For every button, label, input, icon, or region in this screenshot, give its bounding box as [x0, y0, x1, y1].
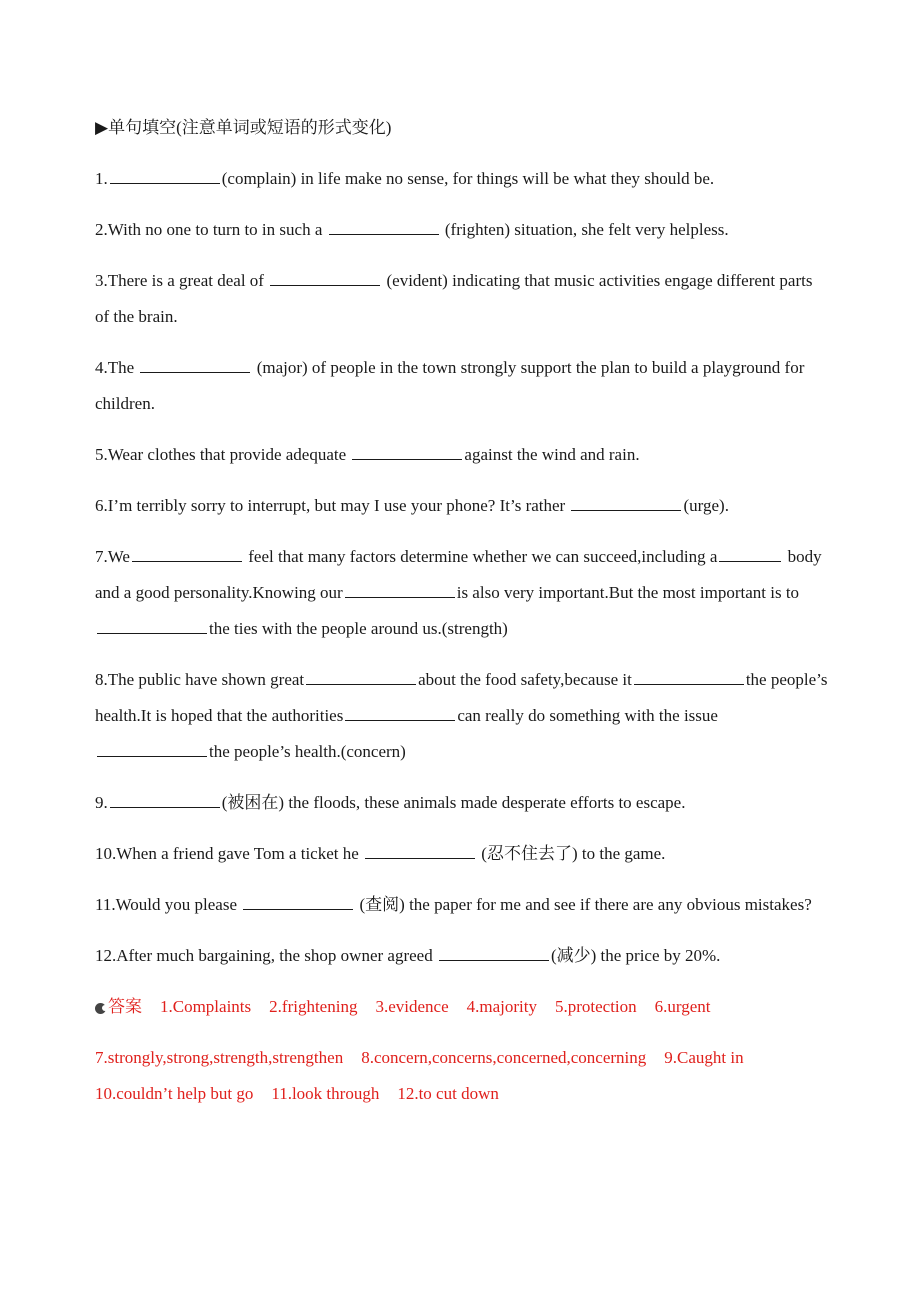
- answer-item: 5.protection: [554, 997, 637, 1016]
- answer-item: 6.urgent: [654, 997, 711, 1016]
- exercise-page: [95, 110, 830, 1112]
- question-5: 5.Wear clothes that provide adequate against the wind and rain.: [95, 445, 640, 464]
- answer-blank[interactable]: [97, 632, 207, 634]
- answer-blank[interactable]: [132, 560, 242, 562]
- question-2: 2.With no one to turn to in such a (frighten) situation, she felt very helpless.: [95, 220, 729, 239]
- answer-label-group: [95, 989, 142, 1025]
- answer-row-2: [95, 1040, 830, 1076]
- question-8: 8.The public have shown great about the food safety,because it the people’s health.It is hoped that the authorities can really do something with the issuethe people’s health.(concern): [95, 670, 828, 761]
- answer-item: 1.Complaints: [160, 997, 252, 1016]
- answer-item: 3.evidence: [375, 997, 449, 1016]
- answer-item: 10.couldn’t help but go: [95, 1084, 254, 1103]
- question-3: 3.There is a great deal of (evident) indicating that music activities engage different parts of the brain.: [95, 271, 813, 326]
- answer-blank[interactable]: [110, 806, 220, 808]
- answer-item: 8.concern,concerns,concerned,concerning: [361, 1048, 647, 1067]
- answer-blank[interactable]: [243, 908, 353, 910]
- answer-blank[interactable]: [345, 719, 455, 721]
- section-heading: ▶单句填空(注意单词或短语的形式变化): [95, 118, 392, 137]
- question-9: 9. (被困在) the floods, these animals made desperate efforts to escape.: [95, 793, 686, 812]
- answer-item: 12.to cut down: [397, 1084, 499, 1103]
- answer-key: [95, 989, 830, 1112]
- question-11: 11.Would you please (查阅) the paper for me and see if there are any obvious mistakes?: [95, 895, 812, 914]
- answer-item: 9.Caught in: [664, 1048, 744, 1067]
- question-10: 10.When a friend gave Tom a ticket he (忍不住去了) to the game.: [95, 844, 666, 863]
- answer-bullet-icon: [95, 1003, 106, 1014]
- answer-blank[interactable]: [329, 233, 439, 235]
- answer-blank[interactable]: [110, 182, 220, 184]
- answer-item: 4.majority: [466, 997, 537, 1016]
- answer-blank[interactable]: [634, 683, 744, 685]
- answer-blank[interactable]: [97, 755, 207, 757]
- answer-blank[interactable]: [140, 371, 250, 373]
- answer-row-1: [95, 989, 830, 1025]
- answer-blank[interactable]: [306, 683, 416, 685]
- answer-blank[interactable]: [352, 458, 462, 460]
- answer-blank[interactable]: [719, 560, 781, 562]
- answer-row-3: [95, 1076, 830, 1112]
- question-1: 1. (complain) in life make no sense, for things will be what they should be.: [95, 169, 715, 188]
- answer-blank[interactable]: [365, 857, 475, 859]
- answer-label: 答案: [108, 997, 142, 1016]
- question-4: 4.The (major) of people in the town strongly support the plan to build a playground for children.: [95, 358, 805, 413]
- answer-blank[interactable]: [270, 284, 380, 286]
- answer-blank[interactable]: [571, 509, 681, 511]
- answer-blank[interactable]: [345, 596, 455, 598]
- answer-item: 2.frightening: [269, 997, 358, 1016]
- question-6: 6.I’m terribly sorry to interrupt, but may I use your phone? It’s rather (urge).: [95, 496, 729, 515]
- answer-item: 11.look through: [271, 1084, 380, 1103]
- question-7: 7.We feel that many factors determine whether we can succeed,including a body and a good personality.Knowing our is also very important.But the most important is tothe ties with the people around us.(strength): [95, 547, 822, 638]
- answer-item: 7.strongly,strong,strength,strengthen: [95, 1048, 344, 1067]
- answer-blank[interactable]: [439, 959, 549, 961]
- question-12: 12.After much bargaining, the shop owner agreed (减少) the price by 20%.: [95, 946, 721, 965]
